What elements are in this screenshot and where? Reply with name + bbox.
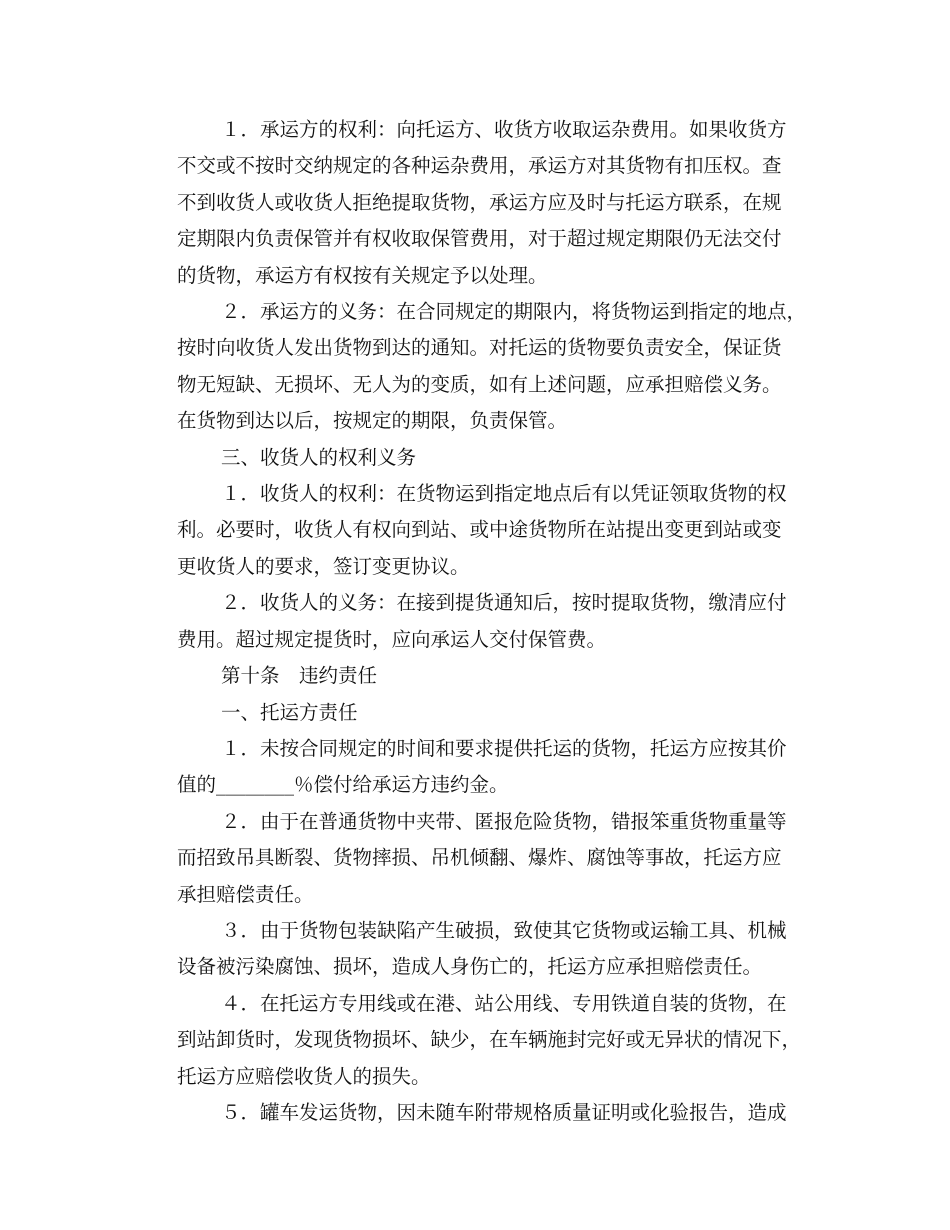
text-line: 一、托运方责任 xyxy=(221,700,358,724)
text-line: ３．由于货物包装缺陷产生破损，致使其它货物或运输工具、机械 xyxy=(221,918,787,942)
text-line: 承担赔偿责任。 xyxy=(177,882,314,906)
text-line: 物无短缺、无损坏、无人为的变质，如有上述问题，应承担赔偿义务。 xyxy=(177,372,782,396)
text-line: 不到收货人或收货人拒绝提取货物，承运方应及时与托运方联系，在规 xyxy=(177,190,782,214)
paragraph-shipper-liability-5 xyxy=(138,1095,822,1131)
text-line: 到站卸货时，发现货物损坏、缺少，在车辆施封完好或无异状的情况下， xyxy=(177,1028,802,1052)
text-line: 三、收货人的权利义务 xyxy=(221,445,417,469)
paragraph-shipper-liability-1 xyxy=(138,731,822,804)
text-line: 更收货人的要求，签订变更协议。 xyxy=(177,554,470,578)
text-line: ２．收货人的义务：在接到提货通知后，按时提取货物，缴清应付 xyxy=(221,591,787,615)
text-line: ２．由于在普通货物中夹带、匿报危险货物，错报笨重货物重量等 xyxy=(221,809,787,833)
section-heading-shipper-liability xyxy=(138,695,822,731)
text-line: 设备被污染腐蚀、损坏，造成人身伤亡的，托运方应承担赔偿责任。 xyxy=(177,955,763,979)
document-body xyxy=(138,112,822,1131)
text-line: 在货物到达以后，按规定的期限，负责保管。 xyxy=(177,409,568,433)
paragraph-carrier-rights xyxy=(138,112,822,294)
paragraph-shipper-liability-4 xyxy=(138,986,822,1095)
text-line: 利。必要时，收货人有权向到站、或中途货物所在站提出变更到站或变 xyxy=(177,518,782,542)
text-line: 而招致吊具断裂、货物摔损、吊机倾翻、爆炸、腐蚀等事故，托运方应 xyxy=(177,846,782,870)
text-line: 定期限内负责保管并有权收取保管费用，对于超过规定期限仍无法交付 xyxy=(177,227,782,251)
paragraph-consignee-duties xyxy=(138,585,822,658)
text-line: 按时向收货人发出货物到达的通知。对托运的货物要负责安全，保证货 xyxy=(177,336,782,360)
text-line: １．未按合同规定的时间和要求提供托运的货物，托运方应按其价 xyxy=(221,736,787,760)
text-line: 第十条 违约责任 xyxy=(221,664,378,688)
section-heading-consignee xyxy=(138,440,822,476)
text-line: 托运方应赔偿收货人的损失。 xyxy=(177,1064,431,1088)
paragraph-carrier-duties xyxy=(138,294,822,440)
paragraph-shipper-liability-3 xyxy=(138,913,822,986)
text-line: １．承运方的权利：向托运方、收货方收取运杂费用。如果收货方 xyxy=(221,118,787,141)
text-line: 费用。超过规定提货时，应向承运人交付保管费。 xyxy=(177,627,607,651)
text-line: 的货物，承运方有权按有关规定予以处理。 xyxy=(177,263,548,287)
text-line: ５．罐车发运货物，因未随车附带规格质量证明或化验报告，造成 xyxy=(221,1100,787,1124)
text-line: 值的________％偿付给承运方违约金。 xyxy=(177,773,509,797)
text-line: ２．承运方的义务：在合同规定的期限内，将货物运到指定的地点， xyxy=(221,300,807,324)
text-line: １．收货人的权利：在货物运到指定地点后有以凭证领取货物的权 xyxy=(221,482,787,506)
text-line: 不交或不按时交纳规定的各种运杂费用，承运方对其货物有扣压权。查 xyxy=(177,154,782,178)
paragraph-shipper-liability-2 xyxy=(138,804,822,913)
text-line: ４．在托运方专用线或在港、站公用线、专用铁道自装的货物，在 xyxy=(221,991,787,1015)
article-heading xyxy=(138,658,822,694)
paragraph-consignee-rights xyxy=(138,476,822,585)
